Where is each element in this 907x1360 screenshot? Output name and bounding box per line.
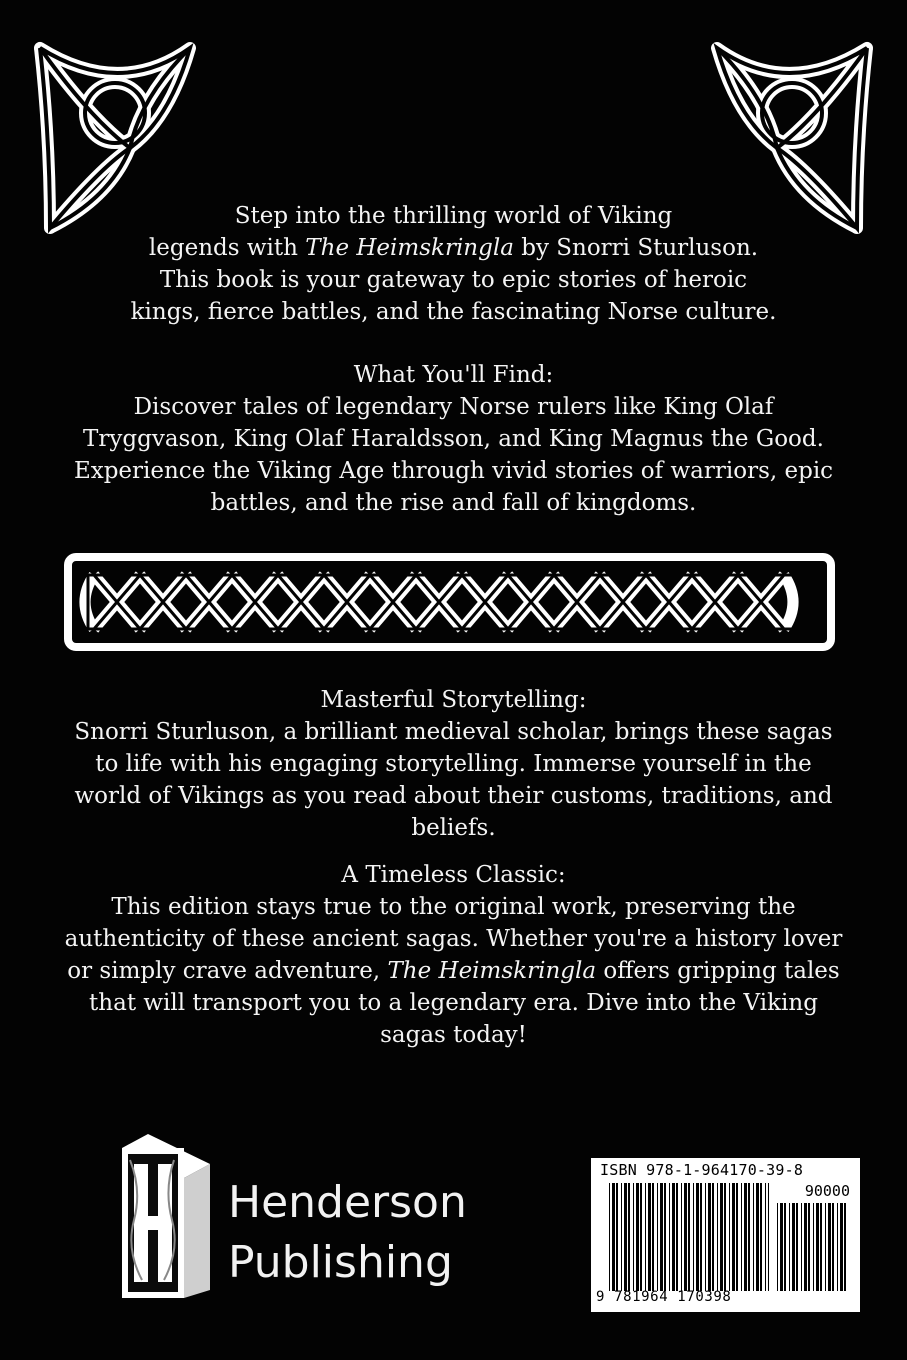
- classic-body-2: offers gripping tales that will transport you to a legendary era. Dive into the Viking sagas today!: [89, 958, 840, 1048]
- intro-line-2a: legends with: [148, 235, 306, 261]
- publisher-logo-icon: [112, 1130, 216, 1302]
- celtic-braid-divider: [64, 553, 835, 651]
- masterful-storytelling-section: [60, 684, 847, 844]
- isbn-label: ISBN 978-1-964170-39-8: [600, 1161, 804, 1179]
- intro-line-4: kings, fierce battles, and the fascinating Norse culture.: [130, 299, 777, 325]
- intro-paragraph: [60, 200, 847, 328]
- ean-digits: 9 781964 170398: [596, 1289, 732, 1305]
- publisher-name-line-1: Henderson: [228, 1177, 467, 1228]
- price-code: 90000: [804, 1182, 850, 1200]
- what-youll-find-section: [60, 359, 847, 519]
- story-heading: Masterful Storytelling:: [320, 687, 587, 713]
- intro-line-2b: by Snorri Sturluson.: [513, 235, 759, 261]
- classic-heading: A Timeless Classic:: [341, 862, 566, 888]
- find-body: Discover tales of legendary Norse rulers like King Olaf Tryggvason, King Olaf Haraldsson, and King Magnus the Good. Experience the Viking Age through vivid stories of warriors, epic battles, and the rise and fall of kingdoms.: [73, 394, 834, 516]
- isbn-barcode: [591, 1158, 860, 1312]
- publisher-block: [112, 1130, 532, 1310]
- publisher-name-line-2: Publishing: [228, 1237, 453, 1288]
- addon-bars: [777, 1203, 849, 1291]
- find-heading: What You'll Find:: [353, 362, 554, 388]
- intro-book-title: The Heimskringla: [305, 235, 514, 261]
- intro-line-3: This book is your gateway to epic stories of heroic: [159, 267, 748, 293]
- timeless-classic-section: [60, 859, 847, 1051]
- classic-body-1: This edition stays true to the original work, preserving the authenticity of these ancient sagas. Whether you're a history lover or simply crave adventure,: [64, 894, 843, 984]
- classic-book-title: The Heimskringla: [387, 958, 597, 984]
- story-body: Snorri Sturluson, a brilliant medieval scholar, brings these sagas to life with his engaging storytelling. Immerse yourself in the world of Vikings as you read about their customs, traditions, and beliefs.: [74, 719, 833, 841]
- ean-bars: [609, 1183, 769, 1291]
- intro-line-1: Step into the thrilling world of Viking: [234, 203, 673, 229]
